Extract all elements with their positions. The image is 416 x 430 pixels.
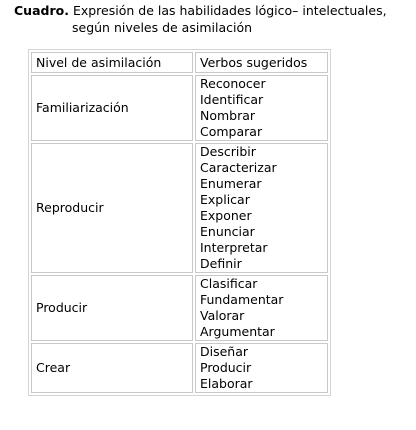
verb: Identificar bbox=[200, 92, 264, 107]
caption-line-2: según niveles de asimilación bbox=[72, 20, 253, 35]
header-level: Nivel de asimilación bbox=[31, 52, 193, 73]
level-cell: Producir bbox=[31, 275, 193, 341]
level-cell: Crear bbox=[31, 343, 193, 393]
verb: Nombrar bbox=[200, 108, 256, 123]
verbs-table bbox=[28, 49, 331, 396]
verbs-cell bbox=[195, 275, 328, 341]
verb: Enunciar bbox=[200, 224, 255, 239]
verb: Diseñar bbox=[200, 344, 249, 359]
verb: Reconocer bbox=[200, 76, 266, 91]
verb: Enumerar bbox=[200, 176, 262, 191]
table-row bbox=[31, 275, 328, 341]
verb: Fundamentar bbox=[200, 292, 284, 307]
verbs-cell bbox=[195, 143, 328, 273]
verb: Comparar bbox=[200, 124, 263, 139]
caption-label: Cuadro. bbox=[14, 3, 69, 18]
table-row bbox=[31, 343, 328, 393]
header-verbs: Verbos sugeridos bbox=[195, 52, 328, 73]
verb: Producir bbox=[200, 360, 252, 375]
verb: Explicar bbox=[200, 192, 250, 207]
level-cell: Reproducir bbox=[31, 143, 193, 273]
header-row bbox=[31, 52, 328, 73]
level-cell: Familiarización bbox=[31, 75, 193, 141]
table-row bbox=[31, 143, 328, 273]
table-row bbox=[31, 75, 328, 141]
verb: Definir bbox=[200, 256, 242, 271]
verb: Elaborar bbox=[200, 376, 253, 391]
verb: Exponer bbox=[200, 208, 252, 223]
verb: Valorar bbox=[200, 308, 245, 323]
verbs-cell bbox=[195, 343, 328, 393]
verb: Interpretar bbox=[200, 240, 268, 255]
table-caption bbox=[14, 2, 387, 36]
verb: Caracterizar bbox=[200, 160, 277, 175]
caption-line-1 bbox=[14, 2, 387, 19]
verb: Clasificar bbox=[200, 276, 258, 291]
caption-title: Expresión de las habilidades lógico– intelectuales, bbox=[72, 3, 387, 18]
verb: Argumentar bbox=[200, 324, 275, 339]
verbs-cell bbox=[195, 75, 328, 141]
verb: Describir bbox=[200, 144, 256, 159]
